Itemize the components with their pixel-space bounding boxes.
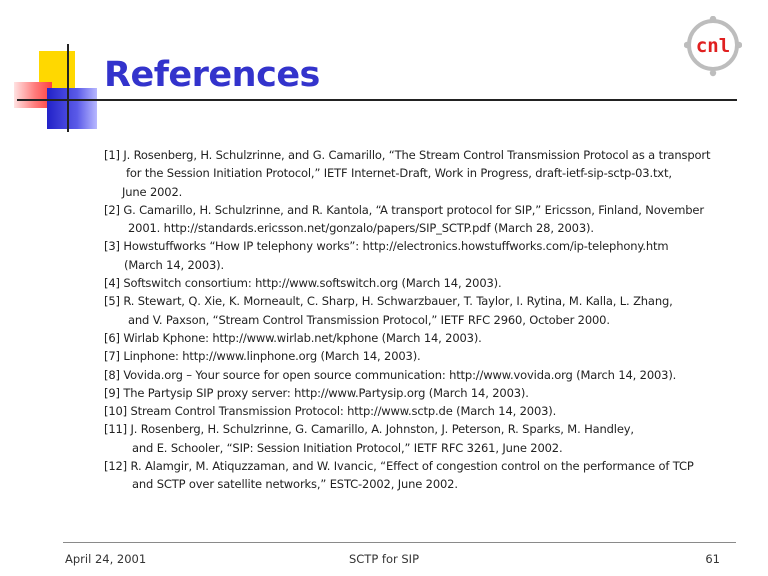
reference-list [104, 146, 734, 494]
reference-line: (March 14, 2003). [124, 257, 225, 272]
reference-line: [2] G. Camarillo, H. Schulzrinne, and R. Kantola, “A transport protocol for SIP,” Ericsson, Finland, November [104, 202, 704, 217]
slide-title: References [104, 55, 320, 95]
footer-title: SCTP for SIP [348, 552, 420, 566]
cnl-logo-icon [684, 16, 742, 80]
reference-line: [9] The Partysip SIP proxy server: http://www.Partysip.org (March 14, 2003). [104, 385, 529, 400]
reference-line: 2001. http://standards.ericsson.net/gonzalo/papers/SIP_SCTP.pdf (March 28, 2003). [128, 221, 594, 236]
reference-line: [10] Stream Control Transmission Protocol: http://www.sctp.de (March 14, 2003). [104, 404, 557, 419]
reference-line: [4] Softswitch consortium: http://www.softswitch.org (March 14, 2003). [104, 276, 502, 291]
reference-line: [8] Vovida.org – Your source for open source communication: http://www.vovida.org (March 14, 2003). [104, 367, 677, 382]
reference-line: June 2002. [122, 184, 183, 199]
reference-line: and E. Schooler, “SIP: Session Initiation Protocol,” IETF RFC 3261, June 2002. [132, 440, 563, 455]
reference-line: [1] J. Rosenberg, H. Schulzrinne, and G. Camarillo, “The Stream Control Transmission Protocol as a transport [104, 148, 711, 162]
reference-line: [6] Wirlab Kphone: http://www.wirlab.net/kphone (March 14, 2003). [104, 330, 482, 345]
page-number: 61 [705, 552, 720, 566]
footer-divider [63, 542, 736, 543]
reference-line: [3] Howstuffworks “How IP telephony works”: http://electronics.howstuffworks.com/ip-telephony.htm [104, 239, 669, 254]
title-underline [17, 99, 737, 101]
decor-vertical-line [67, 44, 69, 132]
reference-line: [11] J. Rosenberg, H. Schulzrinne, G. Camarillo, A. Johnston, J. Peterson, R. Sparks, M. Handley, [104, 422, 634, 437]
reference-line: and V. Paxson, “Stream Control Transmission Protocol,” IETF RFC 2960, October 2000. [128, 312, 610, 327]
reference-line: [12] R. Alamgir, M. Atiquzzaman, and W. Ivancic, “Effect of congestion control on the performance of TCP [104, 459, 694, 474]
footer-date: April 24, 2001 [65, 552, 147, 566]
reference-line: [5] R. Stewart, Q. Xie, K. Morneault, C. Sharp, H. Schwarzbauer, T. Taylor, I. Rytina, M. Kalla, L. Zhang, [104, 294, 673, 309]
decor-blue-square [47, 88, 97, 129]
logo-text: cnl [695, 35, 731, 57]
reference-line: for the Session Initiation Protocol,” IETF Internet-Draft, Work in Progress, draft-ietf-sip-sctp-03.txt, [126, 166, 672, 181]
reference-line: and SCTP over satellite networks,” ESTC-2002, June 2002. [132, 477, 458, 492]
reference-line: [7] Linphone: http://www.linphone.org (March 14, 2003). [104, 349, 421, 364]
